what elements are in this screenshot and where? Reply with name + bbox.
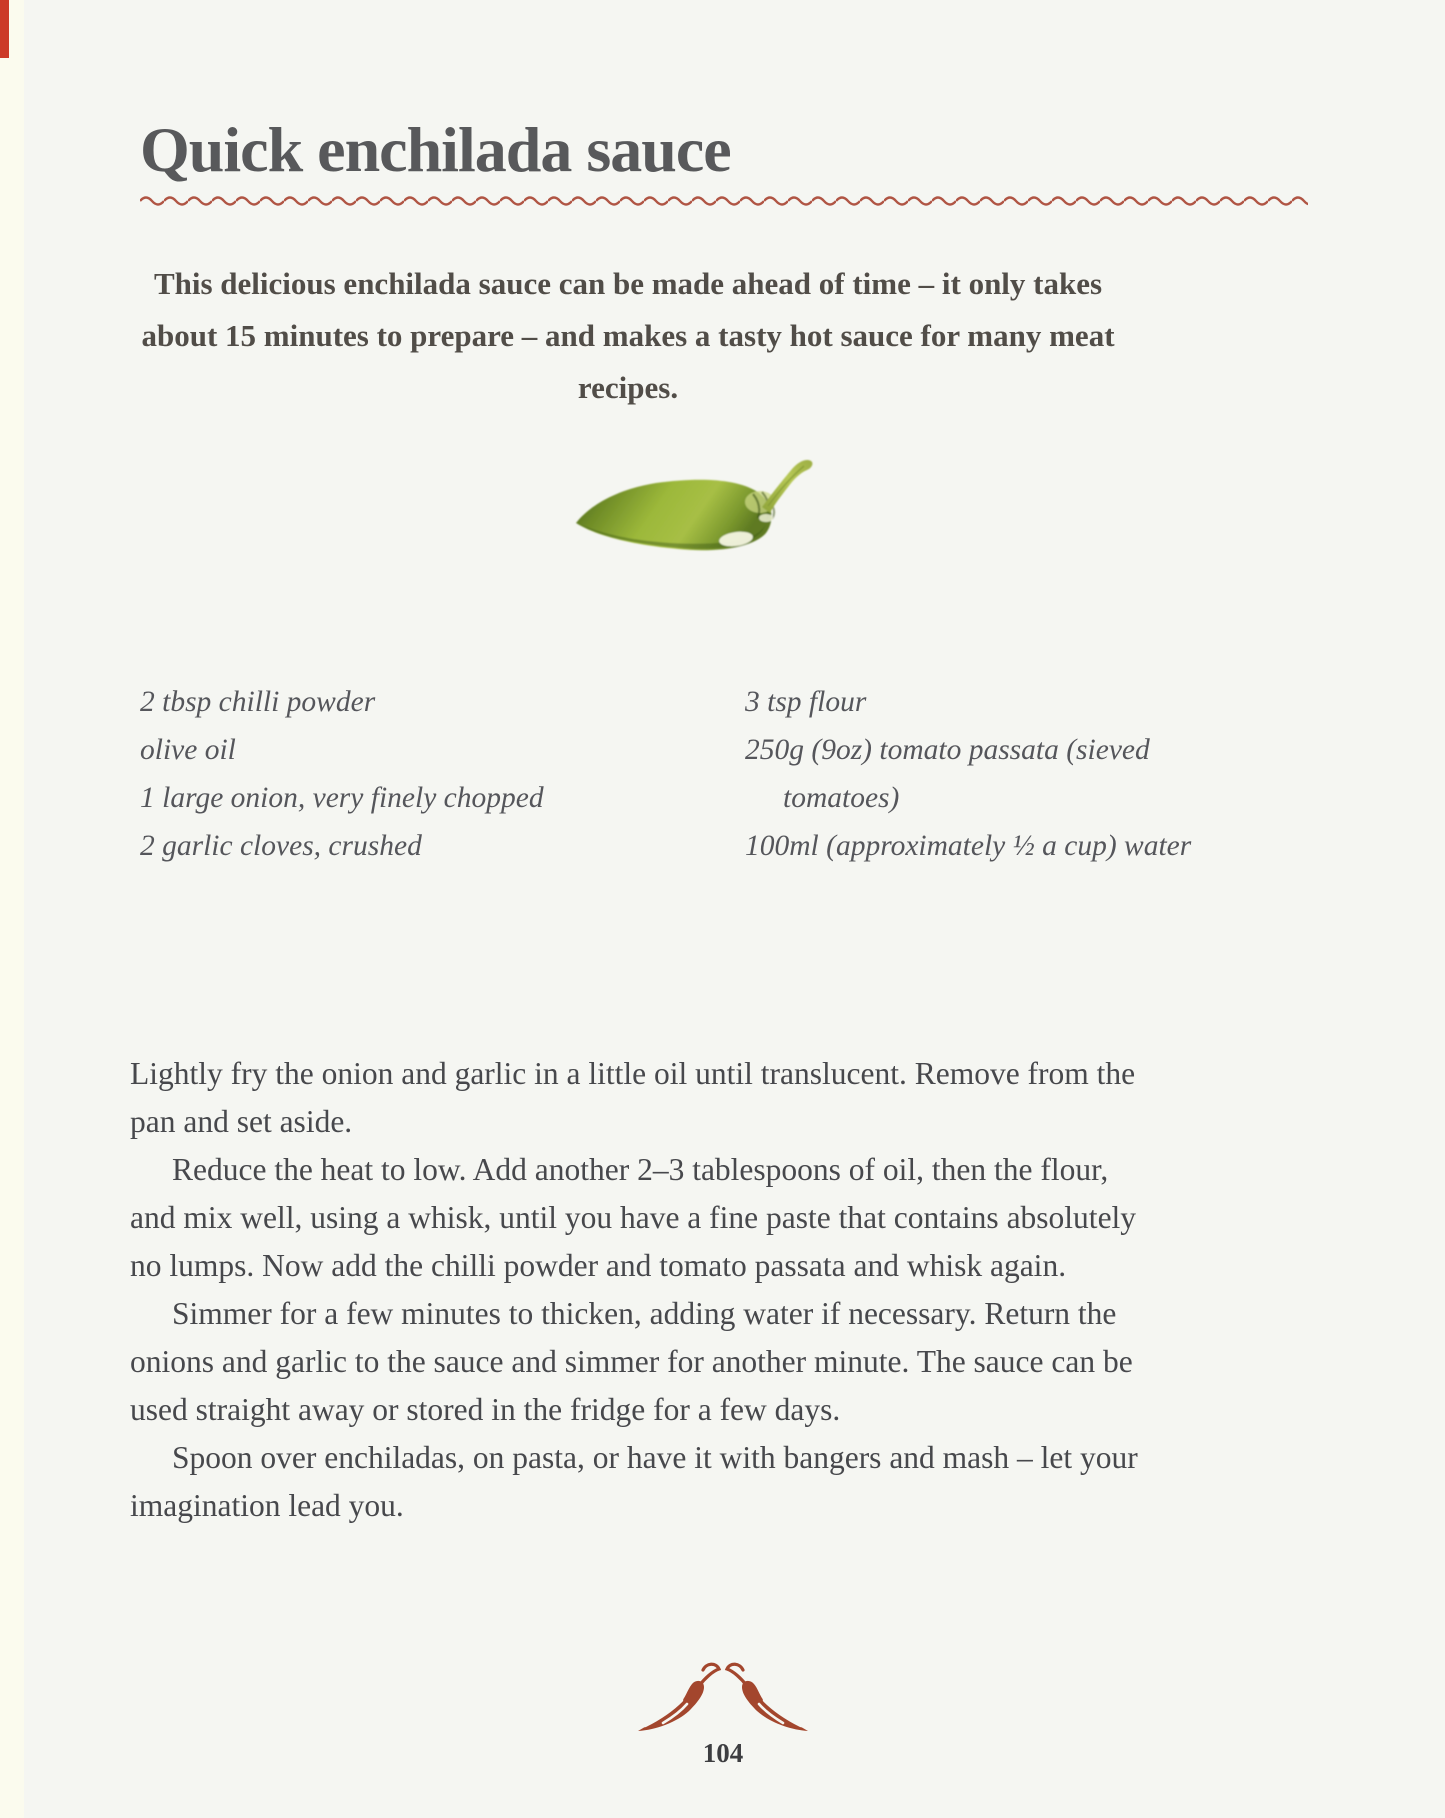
red-chilli-icon — [638, 1664, 719, 1731]
page-number: 104 — [702, 1738, 744, 1768]
method-paragraph: Spoon over enchiladas, on pasta, or have it with bangers and mash – let your imagination lead you. — [130, 1440, 1138, 1523]
method-paragraph: Reduce the heat to low. Add another 2–3 tablespoons of oil, then the flour, and mix well, using a whisk, until you have a fine paste that contains absolutely no lumps. Now add the chilli powder and tomato passata and whisk again. — [130, 1152, 1137, 1283]
ingredient-item: olive oil — [140, 734, 236, 766]
wavy-divider — [140, 194, 1308, 208]
recipe-title: Quick enchilada sauce — [140, 113, 731, 185]
ingredient-item: 250g (9oz) tomato passata (sieved tomatoes) — [745, 734, 1150, 814]
chilli-body-group — [576, 460, 812, 550]
cover-edge-red-sliver — [0, 0, 9, 58]
ingredient-item: 100ml (approximately ½ a cup) water — [745, 830, 1192, 862]
green-chilli-illustration — [560, 420, 820, 590]
method-paragraph: Simmer for a few minutes to thicken, adding water if necessary. Return the onions and garlic to the sauce and simmer for another minute. The sauce can be used straight away or stored in the fridge for a few days. — [130, 1296, 1133, 1427]
ingredient-item: 2 garlic cloves, crushed — [140, 830, 422, 862]
twin-chillies-ornament — [633, 1660, 813, 1746]
ingredient-item: 2 tbsp chilli powder — [140, 686, 376, 718]
ingredient-list-right — [745, 678, 1225, 870]
paper-edge — [0, 0, 24, 1818]
method-section — [130, 1050, 1155, 1530]
ingredient-list-left — [140, 678, 700, 870]
ingredient-item: 3 tsp flour — [745, 686, 867, 718]
recipe-intro: This delicious enchilada sauce can be made ahead of time – it only takes about 15 minutes to prepare – and makes a tasty hot sauce for many meat recipes. — [141, 266, 1115, 405]
method-paragraph: Lightly fry the onion and garlic in a little oil until translucent. Remove from the pan and set aside. — [130, 1056, 1136, 1139]
ingredient-item: 1 large onion, very finely chopped — [140, 782, 544, 814]
